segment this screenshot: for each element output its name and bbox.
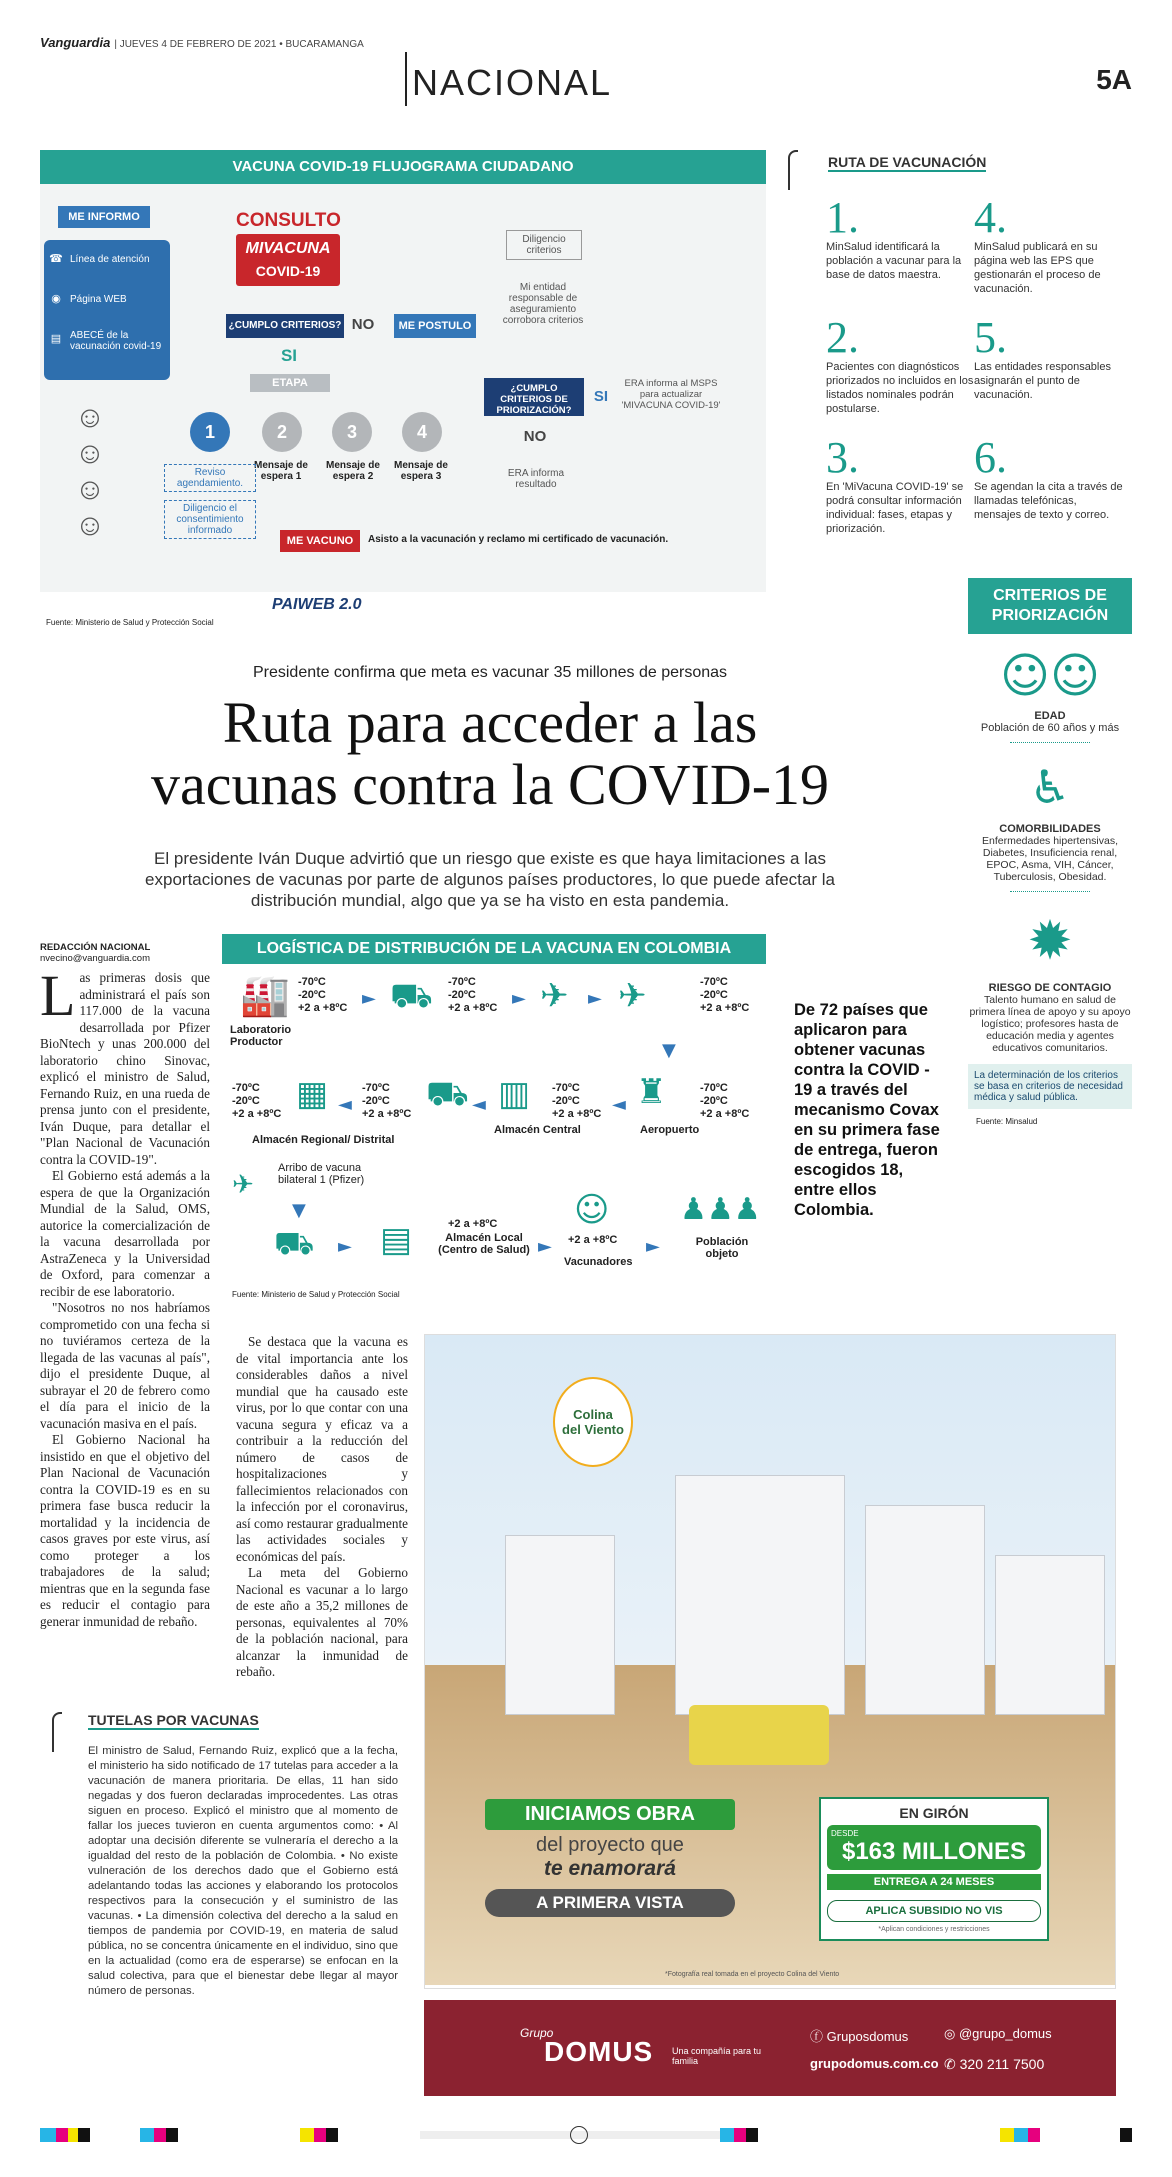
- edad-text: Población de 60 años y más: [980, 722, 1120, 734]
- del-proyecto-text: del proyecto que: [536, 1834, 684, 1856]
- arrow-left-icon: ◄: [338, 1094, 352, 1115]
- condiciones-text: *Aplican condiciones y restricciones: [878, 1926, 990, 1933]
- phone-icon: ☎: [49, 253, 63, 265]
- masthead-brand: Vanguardia: [40, 35, 111, 50]
- riesgo-text: Talento humano en salud de primera línea de apoyo y su apoyo logístico; profesores hasta de educación media y agentes educativos comunitarios.: [969, 994, 1131, 1054]
- step-text: Las entidades responsables asignarán el punto de vacunación.: [974, 361, 1111, 401]
- almacen-local-label: Almacén Local (Centro de Salud): [438, 1232, 530, 1256]
- criterios-source: Fuente: Minsalud: [976, 1117, 1038, 1126]
- central-warehouse-icon: ▥: [498, 1074, 531, 1114]
- price-value: $163 MILLONES: [841, 1838, 1027, 1865]
- no2-label: NO: [523, 428, 547, 445]
- tutelas-body: El ministro de Salud, Fernando Ruiz, explicó que a la fecha, el ministerio ha sido notificado de 17 tutelas para acceder a la vacunación de manera prioritaria. De ellas, 11 han sido negadas y dos fueron declaradas improcedentes. Las otras siguen en proceso. Explicó el ministro que al momento de fallar los jueces tuvieron en cuenta argumentos como: • Al adoptar una decisión diferente se vulneraría el derecho a la igualdad del resto de la población de Colombia. • No existe vulneración de los derechos dado que el Gobierno está adelantando todas las acciones y elaborando los protocolos respectivos para la consecución y el suministro de las vacunas. • La dimensión colectiva del derecho a la salud en tiempos de pandemia por COVID-19, en materia de salud pública, no se concentra únicamente en el individuo, sino que en la actualidad (como era de esperarse) se enfocan en la salud colectiva, para que el bienestar debe llegar al mayor número de personas.: [88, 1745, 398, 1997]
- step-text: Pacientes con diagnósticos priorizados no incluidos en los listados nominales podrán postularse.: [826, 361, 974, 415]
- mivacuna-badge: [236, 234, 340, 286]
- temps-text: -70ºC -20ºC +2 a +8ºC: [362, 1082, 412, 1120]
- asisto-text: Asisto a la vacunación y reclamo mi certificado de vacunación.: [368, 534, 669, 545]
- article-paragraph: "Nosotros no nos habríamos comprometido con una fecha si no tuviéramos certeza de la llegada de las vacunas al país", dijo el presidente Duque, al subrayar el 20 de febrero como el día para el inicio de la vacunación masiva en el país.: [40, 1300, 210, 1431]
- grupo-label: Grupo: [520, 2026, 554, 2040]
- step-text: En 'MiVacuna COVID-19' se podrá consultar información individual: fases, etapas y priorización.: [826, 481, 964, 535]
- step-text: Se agendan la cita a través de llamadas telefónicas, mensajes de texto y correo.: [974, 481, 1123, 521]
- step-text: MinSalud publicará en su página web las EPS que gestionarán el proceso de vacunación.: [974, 241, 1101, 295]
- ruta-step: [826, 193, 976, 282]
- step-text: MinSalud identificará la población a vacunar para la base de datos maestra.: [826, 241, 962, 281]
- paiweb-label: PAIWEB 2.0: [272, 596, 362, 613]
- edad-heading: EDAD: [1034, 710, 1066, 722]
- temps-text: -70ºC -20ºC +2 a +8ºC: [700, 1082, 750, 1120]
- divider: [1010, 742, 1090, 743]
- riesgo-heading: RIESGO DE CONTAGIO: [988, 982, 1112, 994]
- info-panel: [44, 240, 170, 380]
- temps-text: -70ºC -20ºC +2 a +8ºC: [700, 976, 750, 1014]
- elderly-couple-icon: ☺☺: [999, 648, 1101, 704]
- temps-text: -70ºC -20ºC +2 a +8ºC: [232, 1082, 282, 1120]
- me-postulo-box: ME POSTULO: [394, 314, 476, 338]
- diligencio-box: Diligencio criterios: [506, 230, 582, 260]
- price-box: [819, 1797, 1049, 1941]
- registration-bar: [1000, 2128, 1014, 2142]
- factory-icon: 🏭: [240, 973, 290, 1019]
- ruta-title-wrap: [828, 154, 986, 172]
- tutelas-title: TUTELAS POR VACUNAS: [88, 1712, 259, 1728]
- registration-bar: [166, 2128, 178, 2142]
- plane-landing-icon: ✈: [618, 976, 647, 1016]
- domus-banner[interactable]: [424, 2000, 1116, 2096]
- me-vacuno-box: ME VACUNO: [280, 530, 360, 552]
- registration-bar: [734, 2128, 746, 2142]
- article-paragraph: Se destaca que la vacuna es de vital importancia ante los considerables daños a nivel mundial que ha causado este virus, por lo que contar con una vacuna segura y eficaz va a contribuir a la reducción del número de casos de hospitalizaciones y fallecimientos relacionados con la infección por el coronavirus, así como restaurar gradualmente las actividades sociales y económicas del país.: [236, 1334, 408, 1564]
- subsidio-label: APLICA SUBSIDIO NO VIS: [827, 1900, 1041, 1922]
- arrow-right-icon: ►: [338, 1236, 352, 1257]
- almacen-central-label: Almacén Central: [494, 1124, 581, 1136]
- truck-icon: ⛟: [274, 1224, 315, 1262]
- temp-short-text: +2 a +8ºC: [568, 1234, 618, 1246]
- logo-text: Colina: [573, 1407, 613, 1422]
- stage-label: Mensaje de espera 3: [394, 460, 448, 482]
- domus-tagline: Una compañía para tu familia: [672, 2046, 762, 2066]
- article-paragraph: La meta del Gobierno Nacional es vacunar a lo largo de este año a 35,2 millones de personas, equivalentes al 70% de la población nacional, para alcanzar la inmunidad de rebaño.: [236, 1565, 408, 1679]
- criterio-edad: [968, 648, 1132, 743]
- headline-line-2: vacunas contra la COVID-19: [150, 752, 830, 817]
- colina-logo[interactable]: [553, 1377, 633, 1467]
- giron-label: EN GIRÓN: [899, 1805, 969, 1821]
- arrow-right-icon: ►: [538, 1236, 552, 1257]
- regional-warehouse-icon: ▦: [296, 1074, 329, 1114]
- whatsapp-icon: ✆: [944, 2056, 960, 2072]
- article-column-1: [40, 970, 210, 1690]
- price-badge: [827, 1825, 1041, 1870]
- virus-icon: ✹: [1027, 909, 1073, 972]
- article-headline: [40, 692, 940, 816]
- step-number: 4.: [974, 193, 1007, 242]
- poblacion-label: Población objeto: [695, 1236, 749, 1260]
- criterio-comorbilidades: [968, 757, 1132, 892]
- era-resultado-box: ERA informa resultado: [507, 468, 565, 490]
- arribo-text: Arribo de vacuna bilateral 1 (Pfizer): [278, 1162, 365, 1186]
- no-label: NO: [351, 316, 375, 333]
- ad-copy: [485, 1799, 735, 1917]
- step-number: 3.: [826, 433, 859, 482]
- criterios-title: CRITERIOS DE PRIORIZACIÓN: [968, 578, 1132, 634]
- building-image: [865, 1505, 985, 1715]
- criterios-note: La determinación de los criterios se basa en criterios de necesidad médica y salud pública.: [968, 1064, 1132, 1109]
- info-item: ABECÉ de la vacunación covid-19: [70, 330, 162, 352]
- article-dek: El presidente Iván Duque advirtió que un riesgo que existe es que haya limitaciones a las exportaciones de vacunas por parte de algunos países productores, lo que puede afectar la distribución mundial, algo que ya se ha visto en esta pandemia.: [145, 849, 835, 910]
- mivacuna-text: MIVACUNA: [245, 240, 331, 257]
- almacen-regional-label: Almacén Regional/ Distrital: [252, 1134, 395, 1146]
- registration-bar: [746, 2128, 758, 2142]
- si2-label: SI: [593, 388, 609, 405]
- temps-text: -70ºC -20ºC +2 a +8ºC: [448, 976, 498, 1014]
- instagram-icon: ◎: [944, 2026, 959, 2041]
- arrow-down-icon: ▼: [662, 1040, 676, 1061]
- truck-icon: ⛟: [426, 1074, 469, 1114]
- facebook-link[interactable]: [810, 2026, 908, 2045]
- iniciamos-label: INICIAMOS OBRA: [485, 1799, 735, 1830]
- registration-bar: [1028, 2128, 1040, 2142]
- forklift-icon: ⛟: [390, 976, 433, 1016]
- registration-bar: [326, 2128, 338, 2142]
- ruta-step: [826, 313, 976, 416]
- arrow-right-icon: ►: [646, 1236, 660, 1257]
- byline-name: REDACCIÓN NACIONAL: [40, 942, 151, 953]
- registration-bar: [1014, 2128, 1028, 2142]
- stage-3-circle: 3: [332, 412, 372, 452]
- dateline: | JUEVES 4 DE FEBRERO DE 2021 • BUCARAMANGA: [114, 39, 364, 50]
- ruta-step: [974, 193, 1124, 296]
- cumplo-criterios-box: ¿CUMPLO CRITERIOS?: [226, 314, 344, 338]
- logistics-title: LOGÍSTICA DE DISTRIBUCIÓN DE LA VACUNA EN COLOMBIA: [222, 934, 766, 964]
- section-name: NACIONAL: [412, 62, 613, 103]
- vaccinator-icon: ☺: [574, 1190, 610, 1230]
- temps-text: -70ºC -20ºC +2 a +8ºC: [552, 1082, 602, 1120]
- comorbilidades-text: Enfermedades hipertensivas, Diabetes, Insuficiencia renal, EPOC, Asma, VIH, Cáncer, Tuberculosis, Obesidad.: [982, 835, 1118, 883]
- registration-bar: [140, 2128, 154, 2142]
- pullquote: De 72 países que aplicaron para obtener vacunas contra la COVID - 19 a través del mecanismo Covax en su primera fase de entrega, fueron escogidos 18, entre ellos Colombia.: [794, 1001, 940, 1219]
- flowchart-infographic: [40, 150, 766, 592]
- population-icon: ♟♟♟: [680, 1192, 761, 1227]
- building-image: [505, 1535, 615, 1715]
- building-image: [675, 1475, 845, 1715]
- etapa-label: ETAPA: [250, 374, 330, 392]
- divider: [1010, 891, 1090, 892]
- temp-short-text: +2 a +8ºC: [448, 1218, 498, 1230]
- registration-bar: [154, 2128, 166, 2142]
- entrega-label: ENTREGA A 24 MESES: [827, 1874, 1041, 1890]
- registration-bar: [40, 2128, 56, 2142]
- arrow-down-icon: ▼: [292, 1200, 306, 1221]
- stage-4-circle: 4: [402, 412, 442, 452]
- tutelas-box: [52, 1712, 398, 1999]
- facebook-handle: Gruposdomus: [826, 2029, 909, 2044]
- foto-caption: *Fotografía real tomada en el proyecto Colina del Viento: [665, 1971, 840, 1978]
- plane-icon: ✈: [540, 976, 569, 1016]
- reviso-box: Reviso agendamiento.: [164, 464, 256, 492]
- registration-bar: [68, 2128, 78, 2142]
- section-divider: [405, 52, 407, 106]
- dropcap: L: [40, 970, 76, 1028]
- stage-1-circle: 1: [190, 412, 230, 452]
- criterio-riesgo: [968, 906, 1132, 1054]
- article-paragraph: as primeras dosis que administrará el país son 117.000 de la vacuna desarrollada por Pfizer BioNtech y unas 200.000 del laboratorio chino Sinovac, explicó el ministro de Salud, Fernando Ruiz, en una rueda de prensa junto con el presidente, Iván Duque, para detallar el "Plan Nacional de Vacunación contra la COVID-19".: [40, 970, 210, 1167]
- criterios-panel: [968, 578, 1132, 1258]
- book-icon: ▤: [50, 333, 62, 345]
- flowchart-source: Fuente: Ministerio de Salud y Protección Social: [46, 618, 214, 627]
- instagram-handle: @grupo_domus: [958, 2026, 1052, 2041]
- building-image: [995, 1555, 1105, 1715]
- article-paragraph: El Gobierno Nacional ha insistido en que el objetivo del Plan Nacional de Vacunación contra la COVID-19 es en su primera fase busca reducir la mortalidad y la incidencia de casos graves por este virus, así como proteger a los trabajadores de la salud; mientras que en la segunda fase es reducir el contagio para generar inmunidad de rebaño.: [40, 1432, 210, 1629]
- plane-icon: ✈: [232, 1170, 254, 1200]
- lab-label: Laboratorio Productor: [230, 1024, 292, 1048]
- registration-mark-icon: [570, 2126, 588, 2144]
- logo-text: del Viento: [562, 1422, 624, 1437]
- article-kicker: Presidente confirma que meta es vacunar 35 millones de personas: [252, 664, 728, 681]
- arrow-right-icon: ►: [512, 988, 526, 1009]
- facebook-icon: ⓕ: [810, 2029, 827, 2044]
- desde-label: DESDE: [831, 1829, 859, 1838]
- ruta-panel: [788, 150, 1132, 550]
- instagram-link[interactable]: [944, 2026, 1052, 2042]
- page-number: 5A: [1096, 64, 1132, 95]
- step-number: 5.: [974, 313, 1007, 362]
- excavator-image: [689, 1705, 829, 1765]
- consentimiento-box: Diligencio el consentimiento informado: [164, 500, 256, 539]
- whatsapp-link[interactable]: [944, 2056, 1044, 2073]
- stage-label: Mensaje de espera 1: [254, 460, 308, 482]
- website-link[interactable]: grupodomus.com.co: [810, 2056, 939, 2071]
- info-item: Línea de atención: [70, 254, 150, 265]
- step-number: 6.: [974, 433, 1007, 482]
- article-column-2: [236, 1334, 408, 1694]
- bracket-decoration: [52, 1712, 62, 1752]
- patient-drop-icon: ♿: [1029, 760, 1071, 814]
- registration-bar: [720, 2128, 734, 2142]
- registration-bar: [78, 2128, 90, 2142]
- domus-logo: DOMUS: [544, 2036, 654, 2067]
- headline-line-1: Ruta para acceder a las: [222, 690, 758, 755]
- article-paragraph: El Gobierno está además a la espera de que la Organización Mundial de la Salud, OMS, autorice la comercialización de la vacuna desarrollada por AstraZeneca y la Universidad de Oxford, para comenzar a recibir de ese laboratorio.: [40, 1168, 210, 1299]
- si-label: SI: [280, 346, 298, 365]
- comorbilidades-heading: COMORBILIDADES: [999, 823, 1101, 835]
- people-icons: ☺ ☺ ☺ ☺: [74, 401, 106, 542]
- bracket-decoration: [788, 150, 798, 190]
- logistics-source: Fuente: Ministerio de Salud y Protección Social: [232, 1290, 400, 1299]
- mi-entidad-box: Mi entidad responsable de aseguramiento corrobora criterios: [502, 282, 584, 326]
- ruta-step: [974, 313, 1124, 402]
- ruta-title: RUTA DE VACUNACIÓN: [828, 154, 987, 170]
- step-number: 2.: [826, 313, 859, 362]
- stage-label: Mensaje de espera 2: [326, 460, 380, 482]
- me-informo-label: ME INFORMO: [58, 206, 150, 228]
- era-msps-box: ERA informa al MSPS para actualizar 'MIVACUNA COVID-19': [621, 378, 721, 411]
- byline-email: nvecino@vanguardia.com: [40, 953, 150, 964]
- stage-2-circle: 2: [262, 412, 302, 452]
- logistics-infographic: [222, 934, 766, 1312]
- enamorara-text: te enamorará: [544, 1857, 676, 1880]
- step-number: 1.: [826, 193, 859, 242]
- temps-text: -70ºC -20ºC +2 a +8ºC: [298, 976, 348, 1014]
- globe-icon: ◉: [51, 293, 61, 305]
- health-center-icon: ▤: [380, 1220, 413, 1260]
- info-item: Página WEB: [70, 294, 127, 305]
- registration-bar: [56, 2128, 68, 2142]
- vacunadores-label: Vacunadores: [564, 1256, 633, 1268]
- ruta-step: [826, 433, 976, 536]
- phone-number: 320 211 7500: [959, 2056, 1045, 2072]
- aeropuerto-label: Aeropuerto: [640, 1124, 700, 1136]
- ruta-step: [974, 433, 1124, 522]
- registration-bar: [300, 2128, 314, 2142]
- covid-text: COVID-19: [255, 263, 321, 279]
- flowchart-title: VACUNA COVID-19 FLUJOGRAMA CIUDADANO: [40, 150, 766, 184]
- registration-bar: [314, 2128, 326, 2142]
- arrow-right-icon: ►: [362, 988, 376, 1009]
- consulto-label: CONSULTO: [236, 210, 341, 231]
- primera-vista-label: A PRIMERA VISTA: [485, 1889, 735, 1917]
- airport-icon: ♜: [636, 1072, 667, 1112]
- priorizacion-box: ¿CUMPLO CRITERIOS DE PRIORIZACIÓN?: [484, 378, 584, 416]
- arrow-left-icon: ◄: [472, 1094, 486, 1115]
- byline: [40, 942, 220, 964]
- registration-bar: [1120, 2128, 1132, 2142]
- arrow-left-icon: ◄: [612, 1094, 626, 1115]
- arrow-right-icon: ►: [588, 988, 602, 1009]
- colina-ad[interactable]: [424, 1334, 1116, 1989]
